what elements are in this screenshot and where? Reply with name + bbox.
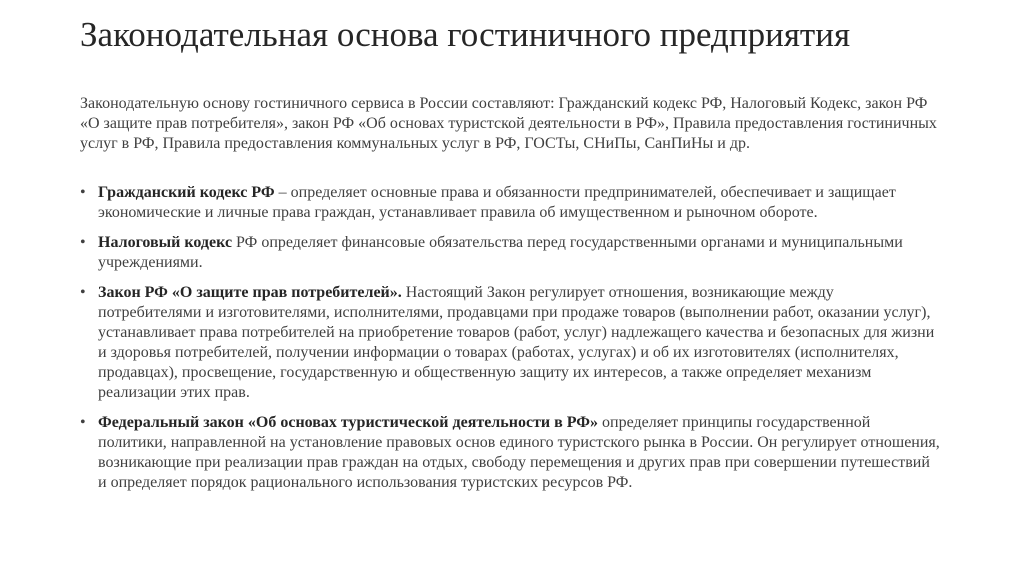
intro-paragraph: Законодательную основу гостиничного сервиса в России составляют: Гражданский кодекс РФ, Налоговый Кодекс, закон РФ «О защите прав потребителя», закон РФ «Об основах туристской деятельности в РФ», Правила предоставления гостиничных услуг в РФ, Правила предоставления коммунальных услуг в РФ, ГОСТы, СНиПы, СанПиНы и др.	[80, 95, 937, 152]
bullet-dot-icon: •	[80, 184, 86, 201]
bullet-term: Гражданский кодекс РФ	[98, 184, 275, 201]
bullet-text: – определяет основные права и обязанности предпринимателей, обеспечивает и защищает экономические и личные права граждан, устанавливает правила об имущественном и рыночном обороте.	[98, 184, 896, 221]
bullet-term: Закон РФ «О защите прав потребителей».	[98, 284, 402, 301]
bullet-term: Налоговый кодекс	[98, 234, 233, 251]
bullet-list	[80, 183, 940, 503]
bullet-civil-code	[80, 183, 940, 223]
bullet-tax-code	[80, 233, 940, 273]
bullet-term: Федеральный закон «Об основах туристической деятельности в РФ»	[98, 414, 599, 431]
bullet-consumer-law	[80, 283, 940, 403]
bullet-tourism-law	[80, 413, 940, 493]
bullet-text: Настоящий Закон регулирует отношения, возникающие между потребителями и изготовителями, исполнителями, продавцами при продаже товаров (выполнении работ, оказании услуг), устанавливает права потребителей на приобретение товаров (работ, услуг) надлежащего качества и безопасных для жизни и здоровья потребителей, получении информации о товарах (работах, услугах) и об их изготовителях (исполнителях, продавцах), просвещение, государственную и общественную защиту их интересов, а также определяет механизм реализации этих прав.	[98, 284, 935, 401]
bullet-text: РФ определяет финансовые обязательства перед государственными органами и муниципальными учреждениями.	[98, 234, 903, 271]
bullet-dot-icon: •	[80, 234, 86, 251]
bullet-text: определяет принципы государственной политики, направленной на установление правовых основ единого туристского рынка в России. Он регулирует отношения, возникающие при реализации прав граждан на отдых, свободу перемещения и других прав при совершении путешествий и определяет порядок рационального использования туристских ресурсов РФ.	[98, 414, 940, 491]
bullet-dot-icon: •	[80, 284, 86, 301]
slide-title: Законодательная основа гостиничного предприятия	[80, 15, 851, 54]
bullet-dot-icon: •	[80, 414, 86, 431]
